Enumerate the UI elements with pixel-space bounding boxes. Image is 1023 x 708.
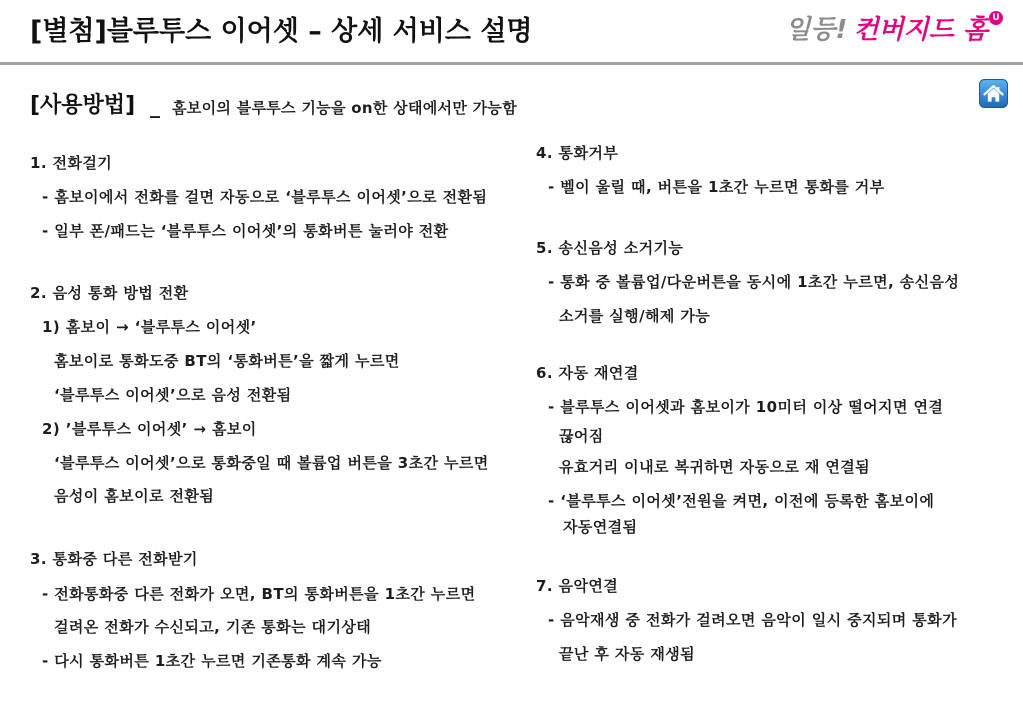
section-5-title: 5. 송신음성 소거기능 — [536, 239, 684, 257]
section-2-title: 2. 음성 통화 방법 전환 — [30, 284, 189, 302]
header-divider — [0, 62, 1023, 65]
section-6-line: 끊어짐 — [559, 427, 604, 445]
section-6-line: - 블루투스 이어셋과 홈보이가 10미터 이상 떨어지면 연결 — [548, 398, 944, 416]
usage-note: 홈보이의 블루투스 기능을 on한 상태에서만 가능함 — [172, 99, 517, 117]
section-4-title: 4. 통화거부 — [536, 144, 619, 162]
usage-separator: _ — [150, 94, 160, 118]
section-7-line: - 음악재생 중 전화가 걸려오면 음악이 일시 중지되며 통화가 — [548, 611, 957, 629]
home-button[interactable] — [979, 79, 1008, 108]
section-3-line: - 전화통화중 다른 전화가 오면, BT의 통화버튼을 1초간 누르면 — [42, 585, 476, 603]
section-6-line: 자동연결됨 — [563, 518, 638, 536]
section-1-line: - 홈보이에서 전화를 걸면 자동으로 ‘블루투스 이어셋’으로 전환됨 — [42, 188, 488, 206]
section-6-line: - ‘블루투스 이어셋’전원을 켜면, 이전에 등록한 홈보이에 — [548, 492, 935, 510]
section-2-line: 2) ’블루투스 이어셋’ → 홈보이 — [42, 420, 257, 438]
section-2-line: ‘블루투스 이어셋’으로 음성 전환됨 — [54, 386, 292, 404]
section-2-line: 1) 홈보이 → ‘블루투스 이어셋’ — [42, 318, 257, 336]
section-1-title: 1. 전화걸기 — [30, 154, 113, 172]
logo-badge: U — [989, 11, 1003, 25]
section-6-line: 유효거리 이내로 복귀하면 자동으로 재 연결됨 — [559, 458, 871, 476]
section-2-line: 홈보이로 통화도중 BT의 ‘통화버튼’을 짧게 누르면 — [54, 352, 400, 370]
section-3-line: 걸려온 전화가 수신되고, 기존 통화는 대기상태 — [54, 618, 372, 636]
home-icon — [979, 79, 1008, 108]
section-2-line: ‘블루투스 이어셋’으로 통화중일 때 볼륨업 버튼을 3초간 누르면 — [54, 454, 489, 472]
page-title: [별첨]블루투스 이어셋 – 상세 서비스 설명 — [30, 16, 533, 47]
usage-heading: [사용방법] — [30, 93, 136, 118]
section-5-line: 소거를 실행/해제 가능 — [559, 307, 711, 325]
section-5-line: - 통화 중 볼륨업/다운버튼을 동시에 1초간 누르면, 송신음성 — [548, 273, 960, 291]
section-3-line: - 다시 통화버튼 1초간 누르면 기존통화 계속 가능 — [42, 652, 382, 670]
brand-logo — [785, 8, 1003, 52]
logo-prefix: 일등! — [785, 15, 848, 45]
section-7-line: 끝난 후 자동 재생됨 — [559, 645, 695, 663]
section-7-title: 7. 음악연결 — [536, 577, 619, 595]
section-2-line: 음성이 홈보이로 전환됨 — [54, 487, 215, 505]
section-3-title: 3. 통화중 다른 전화받기 — [30, 550, 198, 568]
section-6-title: 6. 자동 재연결 — [536, 364, 639, 382]
logo-main: 컨버지드 홈 — [853, 15, 988, 45]
section-1-line: - 일부 폰/패드는 ‘블루투스 이어셋’의 통화버튼 눌러야 전환 — [42, 222, 449, 240]
section-4-line: - 벨이 울릴 때, 버튼을 1초간 누르면 통화를 거부 — [548, 178, 885, 196]
